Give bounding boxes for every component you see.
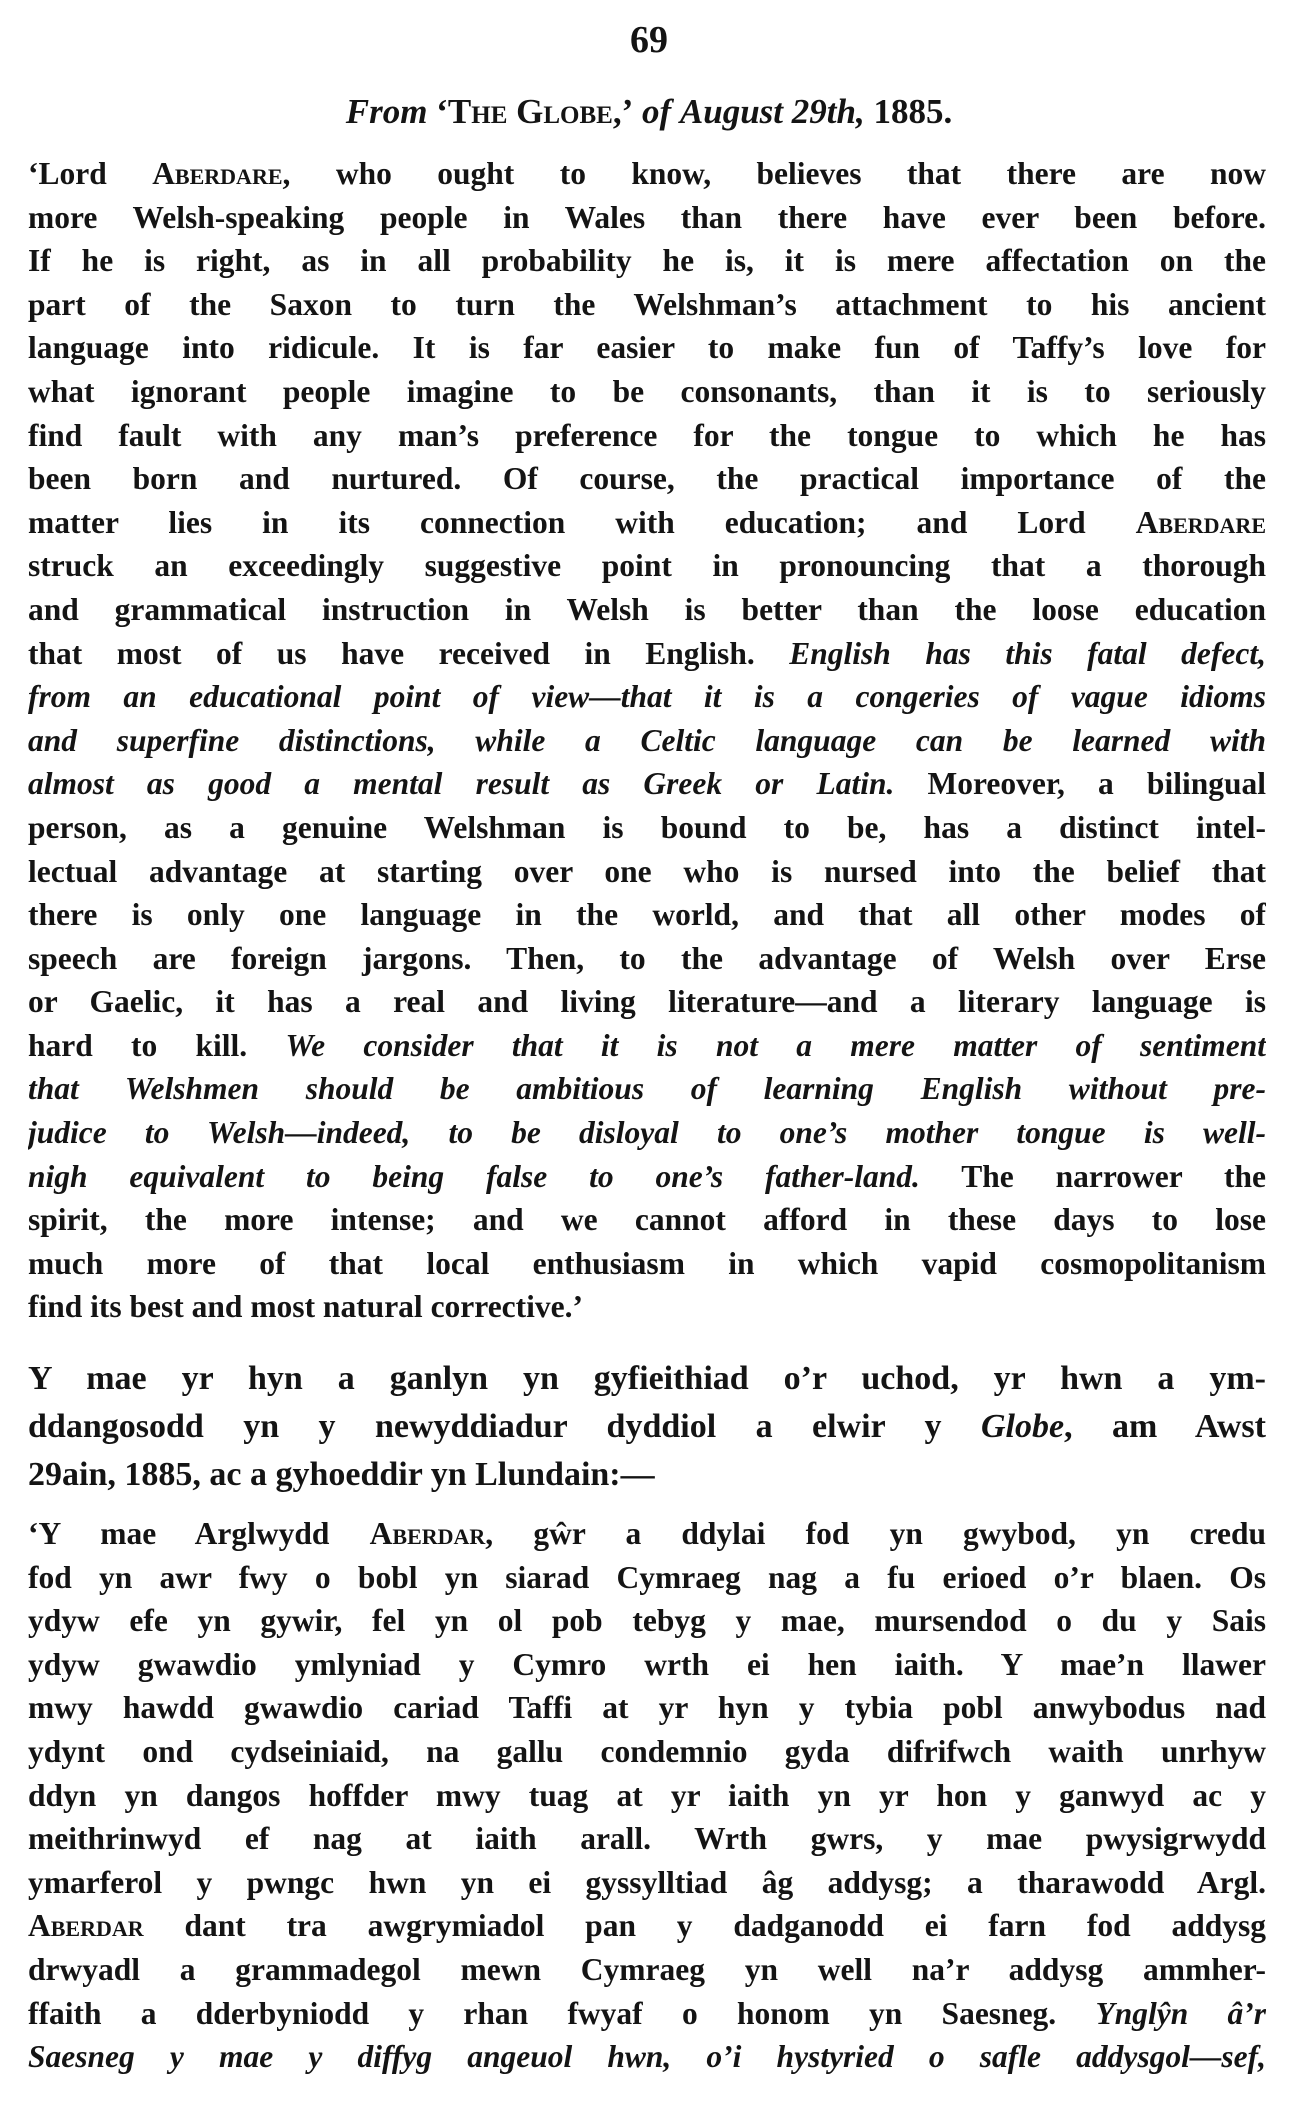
- text-segment: If he is right, as in all probability he is, it is mere affectation on the: [28, 243, 1266, 279]
- text-segment: language into ridicule. It is far easier to make fun of Taffy’s love for: [28, 330, 1266, 366]
- text-line: [28, 1155, 1266, 1199]
- text-line: [28, 1556, 1266, 1600]
- text-segment: find fault with any man’s preference for the tongue to which he has: [28, 417, 1266, 453]
- source-heading: [0, 92, 1298, 132]
- text-segment: , who ought to know, believes that there are now: [282, 156, 1266, 191]
- text-segment: ‘Y mae Arglwydd: [28, 1516, 370, 1551]
- text-line: [28, 806, 1266, 850]
- text-line: [28, 1774, 1266, 1818]
- text-line: [28, 1904, 1266, 1948]
- text-line: [28, 675, 1266, 719]
- text-line: [28, 1285, 1266, 1329]
- text-segment: , am Awst: [1064, 1408, 1266, 1445]
- text-line: [28, 1730, 1266, 1774]
- italic-text: and superfine distinctions, while a Celtic language can be learned with: [28, 722, 1266, 758]
- heading-date: August 29th,: [679, 92, 865, 131]
- text-line: [28, 2035, 1266, 2079]
- text-line: [28, 1817, 1266, 1861]
- heading-year: 1885.: [873, 92, 953, 131]
- text-line: [28, 1242, 1266, 1286]
- welsh-passage: [28, 1512, 1266, 2079]
- text-line: [28, 283, 1266, 327]
- welsh-intro: [28, 1355, 1266, 1499]
- text-segment: lectual advantage at starting over one who is nursed into the belief that: [28, 853, 1266, 889]
- text-line: [28, 370, 1266, 414]
- text-line: [28, 1024, 1266, 1068]
- text-line: [28, 501, 1266, 545]
- text-segment: and grammatical instruction in Welsh is better than the loose education: [28, 591, 1266, 627]
- text-line: [28, 1599, 1266, 1643]
- text-segment: find its best and most natural corrective.’: [28, 1289, 583, 1325]
- text-line: [28, 152, 1266, 196]
- text-line: [28, 1643, 1266, 1687]
- text-segment: meithrinwyd ef nag at iaith arall. Wrth gwrs, y mae pwysigrwydd: [28, 1821, 1266, 1857]
- text-segment: ydyw gwawdio ymlyniad y Cymro wrth ei hen iaith. Y mae’n llawer: [28, 1646, 1266, 1682]
- text-line: [28, 544, 1266, 588]
- text-segment: ‘Lord: [28, 156, 153, 191]
- heading-paper: ‘The Globe,’: [436, 92, 634, 131]
- text-segment: ddangosodd yn y newyddiadur dyddiol a elwir y: [28, 1408, 981, 1445]
- small-caps-text: Aberdare: [1135, 504, 1266, 540]
- text-segment: matter lies in its connection with education; and Lord: [28, 504, 1136, 540]
- heading-of: of: [641, 92, 672, 131]
- text-line: [28, 893, 1266, 937]
- text-segment: ddyn yn dangos hoffder mwy tuag at yr iaith yn yr hon y ganwyd ac y: [28, 1777, 1266, 1813]
- text-line: [28, 588, 1266, 632]
- text-line: [28, 196, 1266, 240]
- italic-text: that Welshmen should be ambitious of learning English without pre-: [28, 1071, 1266, 1107]
- text-segment: that most of us have received in English.: [28, 635, 790, 671]
- text-segment: Y mae yr hyn a ganlyn yn gyfieithiad o’r uchod, yr hwn a ym-: [28, 1360, 1266, 1397]
- italic-text: almost as good a mental result as Greek or Latin.: [28, 766, 895, 802]
- text-segment: Moreover, a bilingual: [894, 766, 1266, 802]
- text-segment: ffaith a dderbyniodd y rhan fwyaf o honom yn Saesneg.: [28, 1995, 1096, 2031]
- small-caps-text: Aberdar: [369, 1516, 486, 1551]
- text-segment: been born and nurtured. Of course, the practical importance of the: [28, 461, 1266, 497]
- text-line: [28, 1355, 1266, 1403]
- italic-text: Globe: [980, 1408, 1065, 1445]
- text-segment: hard to kill.: [28, 1027, 286, 1063]
- text-segment: ydynt ond cydseiniaid, na gallu condemnio gyda difrifwch waith unrhyw: [28, 1733, 1266, 1769]
- text-segment: or Gaelic, it has a real and living literature—and a literary language is: [28, 984, 1266, 1020]
- text-line: [28, 1992, 1266, 2036]
- italic-text: Saesneg y mae y diffyg angeuol hwn, o’i hystyried o safle addysgol—sef,: [28, 2039, 1266, 2075]
- italic-text: Ynglŷn â’r: [1095, 1995, 1266, 2031]
- text-line: [28, 1686, 1266, 1730]
- text-segment: there is only one language in the world, and that all other modes of: [28, 897, 1266, 933]
- text-segment: more Welsh-speaking people in Wales than there have ever been before.: [28, 199, 1266, 235]
- text-segment: part of the Saxon to turn the Welshman’s attachment to his ancient: [28, 286, 1266, 322]
- text-line: [28, 937, 1266, 981]
- text-line: [28, 1451, 1266, 1499]
- italic-text: English has this fatal defect,: [789, 635, 1266, 671]
- text-line: [28, 762, 1266, 806]
- italic-text: from an educational point of view—that it is a congeries of vague idioms: [28, 679, 1266, 715]
- italic-text: judice to Welsh—indeed, to be disloyal to one’s mother tongue is well-: [28, 1115, 1266, 1151]
- text-segment: drwyadl a grammadegol mewn Cymraeg yn well na’r addysg ammher-: [28, 1951, 1266, 1987]
- heading-from: From: [345, 92, 428, 131]
- text-segment: ydyw efe yn gywir, fel yn ol pob tebyg y mae, mursendod o du y Sais: [28, 1603, 1266, 1639]
- text-line: [28, 1403, 1266, 1451]
- text-segment: dant tra awgrymiadol pan y dadganodd ei farn fod addysg: [143, 1908, 1266, 1944]
- text-line: [28, 1198, 1266, 1242]
- text-segment: mwy hawdd gwawdio cariad Taffi at yr hyn y tybia pobl anwybodus nad: [28, 1690, 1266, 1726]
- text-line: [28, 457, 1266, 501]
- text-line: [28, 326, 1266, 370]
- text-line: [28, 719, 1266, 763]
- text-line: [28, 632, 1266, 676]
- text-segment: speech are foreign jargons. Then, to the advantage of Welsh over Erse: [28, 940, 1266, 976]
- text-segment: what ignorant people imagine to be consonants, than it is to seriously: [28, 373, 1266, 409]
- english-passage: [28, 152, 1266, 1329]
- text-segment: 29ain, 1885, ac a gyhoeddir yn Llundain:—: [28, 1456, 655, 1493]
- text-segment: struck an exceedingly suggestive point in pronouncing that a thorough: [28, 548, 1266, 584]
- text-segment: spirit, the more intense; and we cannot afford in these days to lose: [28, 1202, 1266, 1238]
- italic-text: We consider that it is not a mere matter of sentiment: [285, 1027, 1266, 1063]
- italic-text: nigh equivalent to being false to one’s father-land.: [28, 1158, 920, 1194]
- text-line: [28, 980, 1266, 1024]
- text-segment: person, as a genuine Welshman is bound to be, has a distinct intel-: [28, 809, 1266, 845]
- text-line: [28, 414, 1266, 458]
- text-segment: The narrower the: [919, 1158, 1266, 1194]
- text-line: [28, 850, 1266, 894]
- small-caps-text: Aberdar: [28, 1908, 144, 1944]
- text-segment: ymarferol y pwngc hwn yn ei gyssylltiad âg addysg; a tharawodd Argl.: [28, 1864, 1266, 1900]
- text-line: [28, 1512, 1266, 1556]
- page-number: 69: [630, 19, 668, 61]
- text-line: [28, 239, 1266, 283]
- text-segment: much more of that local enthusiasm in which vapid cosmopolitanism: [28, 1245, 1266, 1281]
- text-line: [28, 1067, 1266, 1111]
- text-line: [28, 1861, 1266, 1905]
- text-segment: fod yn awr fwy o bobl yn siarad Cymraeg nag a fu erioed o’r blaen. Os: [28, 1559, 1266, 1595]
- text-line: [28, 1948, 1266, 1992]
- text-line: [28, 1111, 1266, 1155]
- small-caps-text: Aberdare: [152, 156, 283, 191]
- text-segment: , gŵr a ddylai fod yn gwybod, yn credu: [485, 1516, 1266, 1551]
